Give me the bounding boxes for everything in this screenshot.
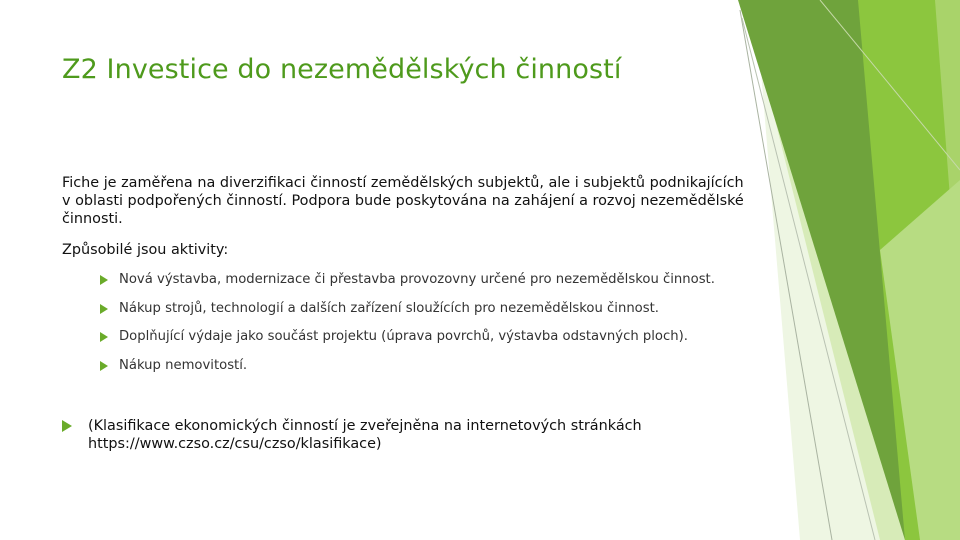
classification-note <box>62 417 768 453</box>
activities-list <box>100 272 740 386</box>
list-item <box>100 358 740 375</box>
slide-title: Z2 Investice do nezemědělských činností <box>62 54 622 85</box>
list-item <box>100 301 740 318</box>
classification-text: (Klasifikace ekonomických činností je zveřejněna na internetových stránkách https://www.czso.cz/csu/czso/klasifikace) <box>88 418 642 452</box>
list-item <box>100 272 740 289</box>
triangle-right-icon <box>100 361 108 371</box>
triangle-right-icon <box>100 275 108 285</box>
intro-paragraph: Fiche je zaměřena na diverzifikaci činností zemědělských subjektů, ale i subjektů podnikajících v oblasti podpořených činností. Podpora bude poskytována na zahájení a rozvoj nezemědělské činnosti. <box>62 175 744 227</box>
list-item <box>100 329 740 346</box>
triangle-right-icon <box>100 304 108 314</box>
activity-text: Doplňující výdaje jako součást projektu (úprava povrchů, výstavba odstavných ploch). <box>119 329 688 344</box>
triangle-right-icon <box>62 420 72 432</box>
triangle-right-icon <box>100 332 108 342</box>
activity-text: Nákup nemovitostí. <box>119 357 248 373</box>
activity-text: Nákup strojů, technologií a dalších zařízení sloužících pro nezemědělskou činnost. <box>119 300 659 316</box>
eligible-heading: Způsobilé jsou aktivity: <box>62 242 229 258</box>
activity-text: Nová výstavba, modernizace či přestavba provozovny určené pro nezemědělskou činnost. <box>119 272 715 287</box>
